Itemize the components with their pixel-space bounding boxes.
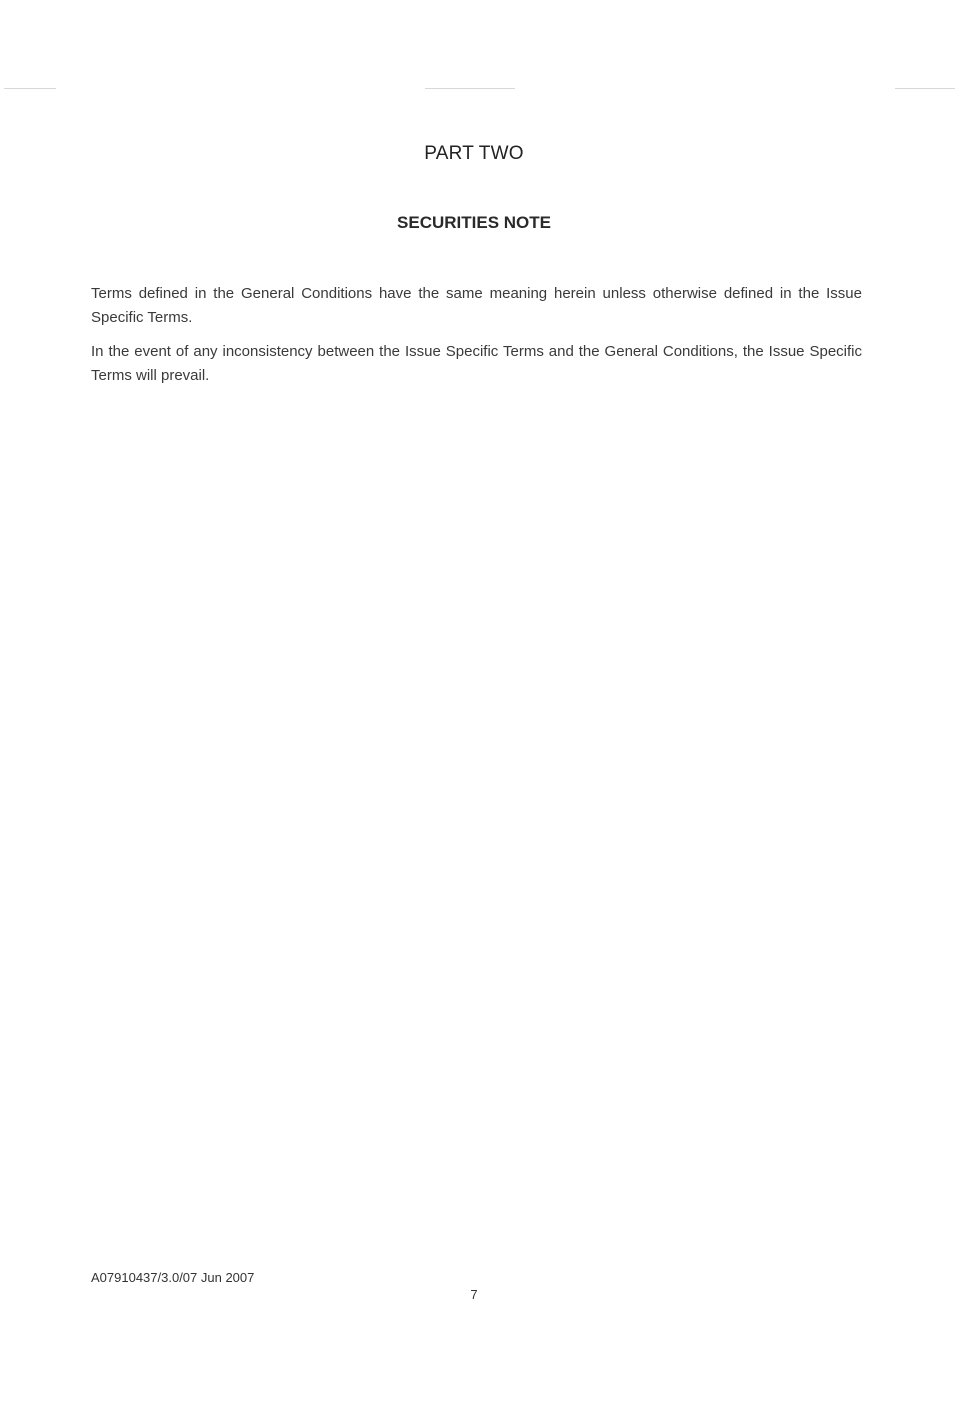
scan-speck <box>895 88 955 89</box>
scan-artifact-line <box>0 88 960 94</box>
scan-speck <box>4 88 56 89</box>
page-number: 7 <box>470 1287 478 1302</box>
scan-speck <box>425 88 515 89</box>
section-title: SECURITIES NOTE <box>397 213 551 232</box>
paragraph-definitions: Terms defined in the General Conditions have the same meaning herein unless otherwise defined in the Issue Specific Terms. <box>91 285 862 326</box>
part-title: PART TWO <box>424 143 524 164</box>
document-reference: A07910437/3.0/07 Jun 2007 <box>91 1270 255 1285</box>
paragraph-inconsistency: In the event of any inconsistency between the Issue Specific Terms and the General Conditions, the Issue Specific Terms will prevail. <box>91 343 862 384</box>
